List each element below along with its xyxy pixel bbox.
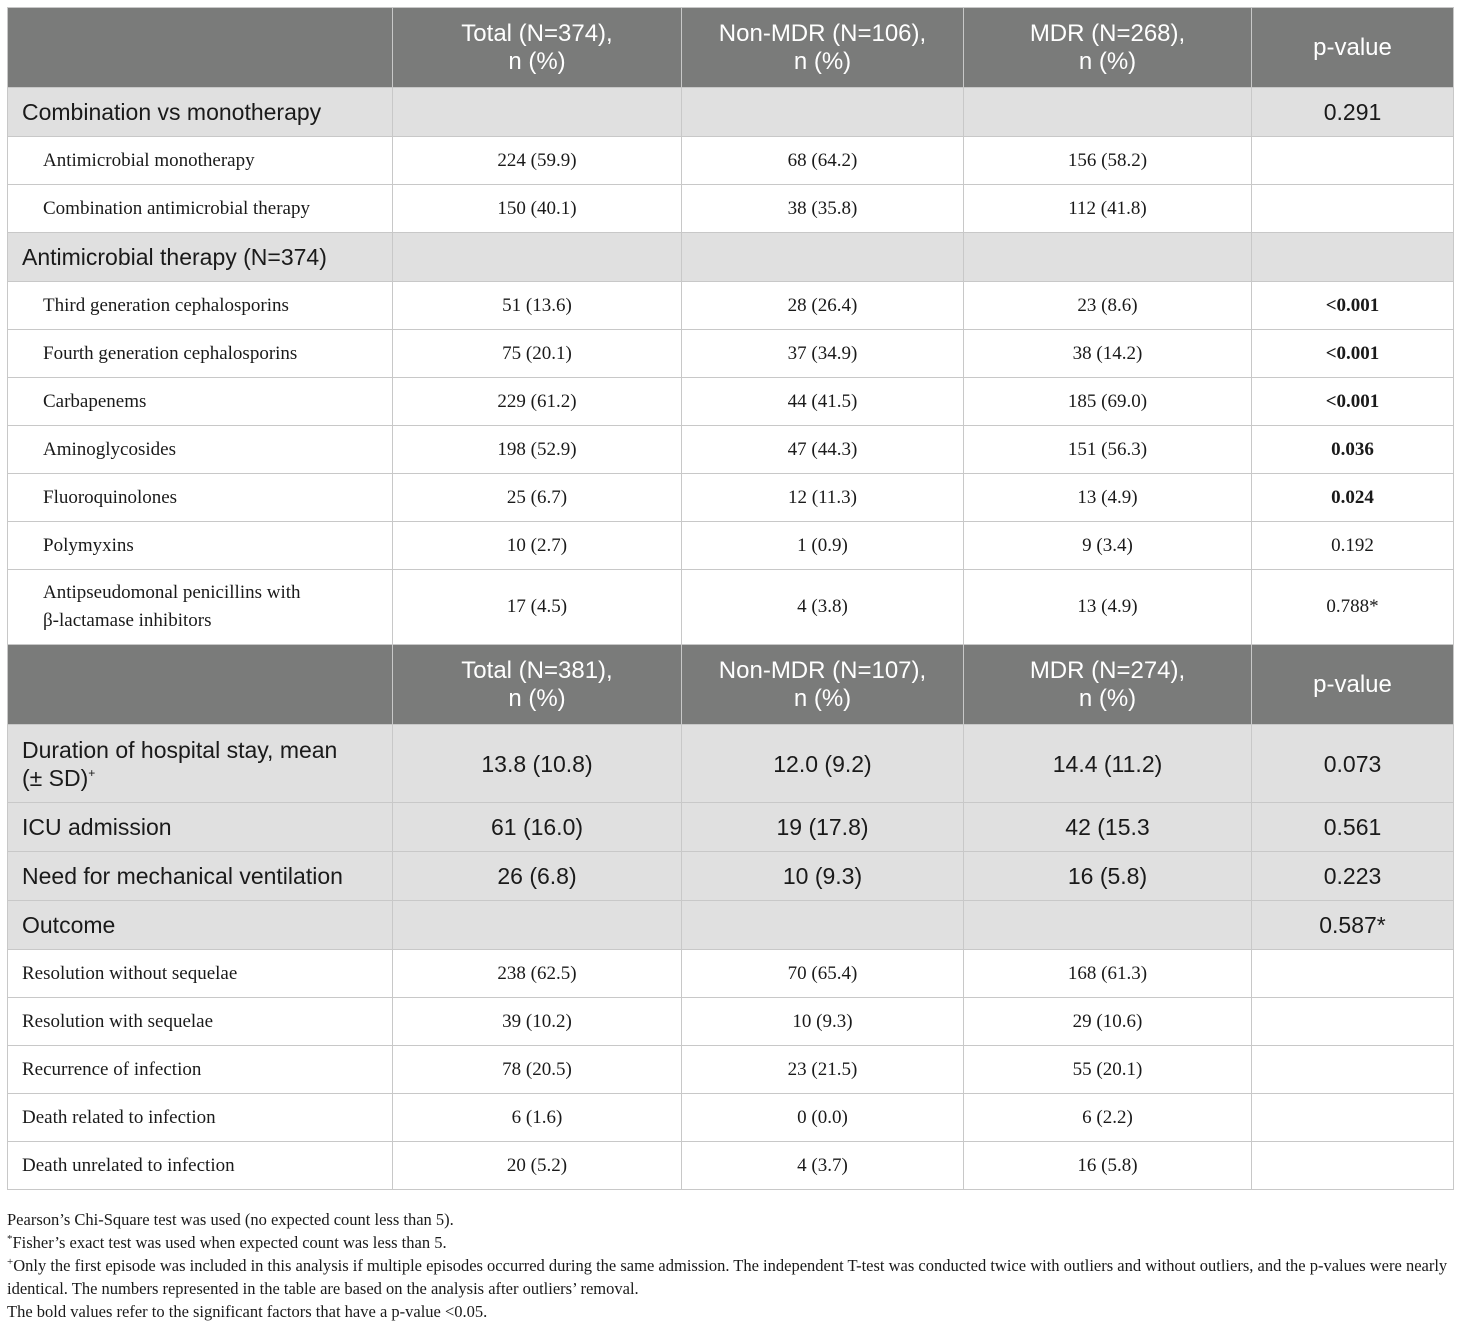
cell-mdr: 13 (4.9) [964, 570, 1252, 645]
summary-row [8, 852, 1454, 901]
header-cell-non-mdr: Non-MDR (N=106), n (%) [682, 8, 964, 88]
summary-row [8, 725, 1454, 803]
cell-p-value: <0.001 [1252, 282, 1454, 330]
table-row [8, 282, 1454, 330]
row-label: Need for mechanical ventilation [8, 852, 393, 901]
cell [682, 88, 964, 137]
cell-non-mdr: 4 (3.8) [682, 570, 964, 645]
plus-marker: + [7, 1256, 14, 1268]
table1-header-row [8, 8, 1454, 88]
table-row [8, 998, 1454, 1046]
row-label: Outcome [8, 901, 393, 950]
cell-p-value: 0.036 [1252, 426, 1454, 474]
section-p-value [1252, 233, 1454, 282]
row-label: Fluoroquinolones [8, 474, 393, 522]
footnote-line: Pearson’s Chi-Square test was used (no expected count less than 5). [7, 1210, 454, 1229]
cell-mdr [964, 901, 1252, 950]
row-label: Resolution with sequelae [8, 998, 393, 1046]
table-row [8, 522, 1454, 570]
cell-mdr: 55 (20.1) [964, 1046, 1252, 1094]
cell-total: 61 (16.0) [393, 803, 682, 852]
cell-non-mdr: 1 (0.9) [682, 522, 964, 570]
cell-p-value: 0.192 [1252, 522, 1454, 570]
cell-p-value: 0.024 [1252, 474, 1454, 522]
table-row [8, 137, 1454, 185]
table-row [8, 378, 1454, 426]
row-label: Aminoglycosides [8, 426, 393, 474]
cell-p-value [1252, 1046, 1454, 1094]
cell-total: 51 (13.6) [393, 282, 682, 330]
cell-mdr: 14.4 (11.2) [964, 725, 1252, 803]
footnote-line [7, 1231, 1455, 1254]
table-row [8, 950, 1454, 998]
cell-p-value [1252, 950, 1454, 998]
header-cell-mdr: MDR (N=268), n (%) [964, 8, 1252, 88]
row-label: Combination antimicrobial therapy [8, 185, 393, 233]
table-row [8, 474, 1454, 522]
row-label: Resolution without sequelae [8, 950, 393, 998]
cell-mdr: 38 (14.2) [964, 330, 1252, 378]
table-row [8, 1094, 1454, 1142]
cell-p-value [1252, 137, 1454, 185]
cell-non-mdr: 37 (34.9) [682, 330, 964, 378]
cell-p-value: 0.587* [1252, 901, 1454, 950]
cell-non-mdr: 12 (11.3) [682, 474, 964, 522]
cell-non-mdr: 44 (41.5) [682, 378, 964, 426]
row-label: Death related to infection [8, 1094, 393, 1142]
cell-mdr: 112 (41.8) [964, 185, 1252, 233]
cell [393, 233, 682, 282]
cell-p-value: 0.561 [1252, 803, 1454, 852]
cell-total: 13.8 (10.8) [393, 725, 682, 803]
section-label: Combination vs monotherapy [8, 88, 393, 137]
plus-footnote-marker: + [88, 765, 96, 780]
table-row [8, 426, 1454, 474]
cell-mdr: 6 (2.2) [964, 1094, 1252, 1142]
cell-mdr: 13 (4.9) [964, 474, 1252, 522]
summary-row [8, 901, 1454, 950]
header-cell-total: Total (N=381), n (%) [393, 645, 682, 725]
row-label [8, 725, 393, 803]
cell-non-mdr: 68 (64.2) [682, 137, 964, 185]
footnote-text: Only the first episode was included in this analysis if multiple episodes occurred during the same admission. The independent T-test was conducted twice with outliers and without outliers, and the p-values were nearly identical. The numbers represented in the table are based on the analysis after outliers’ removal. [7, 1256, 1448, 1298]
cell-total: 224 (59.9) [393, 137, 682, 185]
cell-non-mdr: 0 (0.0) [682, 1094, 964, 1142]
cell-p-value: 0.073 [1252, 725, 1454, 803]
cell-p-value: 0.223 [1252, 852, 1454, 901]
cell-mdr: 9 (3.4) [964, 522, 1252, 570]
cell-mdr: 168 (61.3) [964, 950, 1252, 998]
cell-non-mdr: 19 (17.8) [682, 803, 964, 852]
cell-p-value [1252, 1142, 1454, 1190]
footnote-line [7, 1254, 1455, 1300]
row-label: Carbapenems [8, 378, 393, 426]
cell-mdr: 29 (10.6) [964, 998, 1252, 1046]
cell-mdr: 16 (5.8) [964, 1142, 1252, 1190]
cell-mdr: 42 (15.3 [964, 803, 1252, 852]
cell-total: 17 (4.5) [393, 570, 682, 645]
cell-non-mdr [682, 901, 964, 950]
header-cell [8, 8, 393, 88]
section-label: Antimicrobial therapy (N=374) [8, 233, 393, 282]
section-row [8, 88, 1454, 137]
row-label: Antimicrobial monotherapy [8, 137, 393, 185]
cell-total: 229 (61.2) [393, 378, 682, 426]
cell-non-mdr: 10 (9.3) [682, 852, 964, 901]
cell [964, 233, 1252, 282]
cell-p-value: <0.001 [1252, 330, 1454, 378]
table2-header-row [8, 645, 1454, 725]
label-line-2: (± SD) [22, 764, 89, 791]
cell-p-value [1252, 998, 1454, 1046]
table-row [8, 570, 1454, 645]
summary-row [8, 803, 1454, 852]
asterisk-marker: * [7, 1233, 13, 1245]
row-label: Fourth generation cephalosporins [8, 330, 393, 378]
results-table [7, 7, 1454, 1190]
cell-total: 20 (5.2) [393, 1142, 682, 1190]
cell-mdr: 23 (8.6) [964, 282, 1252, 330]
footnote-line: The bold values refer to the significant factors that have a p-value <0.05. [7, 1302, 488, 1321]
cell [682, 233, 964, 282]
header-cell-p-value: p-value [1252, 645, 1454, 725]
cell-total: 78 (20.5) [393, 1046, 682, 1094]
footnote-text: Fisher’s exact test was used when expected count was less than 5. [12, 1233, 447, 1252]
cell-non-mdr: 47 (44.3) [682, 426, 964, 474]
cell-non-mdr: 38 (35.8) [682, 185, 964, 233]
header-cell-mdr: MDR (N=274), n (%) [964, 645, 1252, 725]
cell-total: 198 (52.9) [393, 426, 682, 474]
cell-total: 25 (6.7) [393, 474, 682, 522]
table-row [8, 185, 1454, 233]
cell-p-value [1252, 185, 1454, 233]
row-label: Recurrence of infection [8, 1046, 393, 1094]
row-label: Antipseudomonal penicillins with β-lactamase inhibitors [8, 570, 393, 645]
row-label: Death unrelated to infection [8, 1142, 393, 1190]
row-label: ICU admission [8, 803, 393, 852]
cell-total: 150 (40.1) [393, 185, 682, 233]
row-label: Polymyxins [8, 522, 393, 570]
header-cell-p-value: p-value [1252, 8, 1454, 88]
table-row [8, 1142, 1454, 1190]
row-label: Third generation cephalosporins [8, 282, 393, 330]
table-row [8, 330, 1454, 378]
cell-non-mdr: 28 (26.4) [682, 282, 964, 330]
cell-mdr: 185 (69.0) [964, 378, 1252, 426]
header-cell [8, 645, 393, 725]
cell-mdr: 156 (58.2) [964, 137, 1252, 185]
cell-non-mdr: 23 (21.5) [682, 1046, 964, 1094]
cell-total: 39 (10.2) [393, 998, 682, 1046]
cell-p-value: <0.001 [1252, 378, 1454, 426]
cell-p-value [1252, 1094, 1454, 1142]
section-row [8, 233, 1454, 282]
cell-total: 75 (20.1) [393, 330, 682, 378]
cell [964, 88, 1252, 137]
header-cell-non-mdr: Non-MDR (N=107), n (%) [682, 645, 964, 725]
cell-total: 10 (2.7) [393, 522, 682, 570]
cell-mdr: 16 (5.8) [964, 852, 1252, 901]
cell-mdr: 151 (56.3) [964, 426, 1252, 474]
table-row [8, 1046, 1454, 1094]
cell-non-mdr: 10 (9.3) [682, 998, 964, 1046]
cell-non-mdr: 4 (3.7) [682, 1142, 964, 1190]
cell-non-mdr: 70 (65.4) [682, 950, 964, 998]
cell-total: 26 (6.8) [393, 852, 682, 901]
cell-p-value: 0.788* [1252, 570, 1454, 645]
cell-total: 238 (62.5) [393, 950, 682, 998]
table-footnotes [7, 1208, 1455, 1323]
header-cell-total: Total (N=374), n (%) [393, 8, 682, 88]
cell-non-mdr: 12.0 (9.2) [682, 725, 964, 803]
cell-total: 6 (1.6) [393, 1094, 682, 1142]
label-line-1: Duration of hospital stay, mean [22, 736, 338, 763]
cell-total [393, 901, 682, 950]
section-p-value: 0.291 [1252, 88, 1454, 137]
cell [393, 88, 682, 137]
